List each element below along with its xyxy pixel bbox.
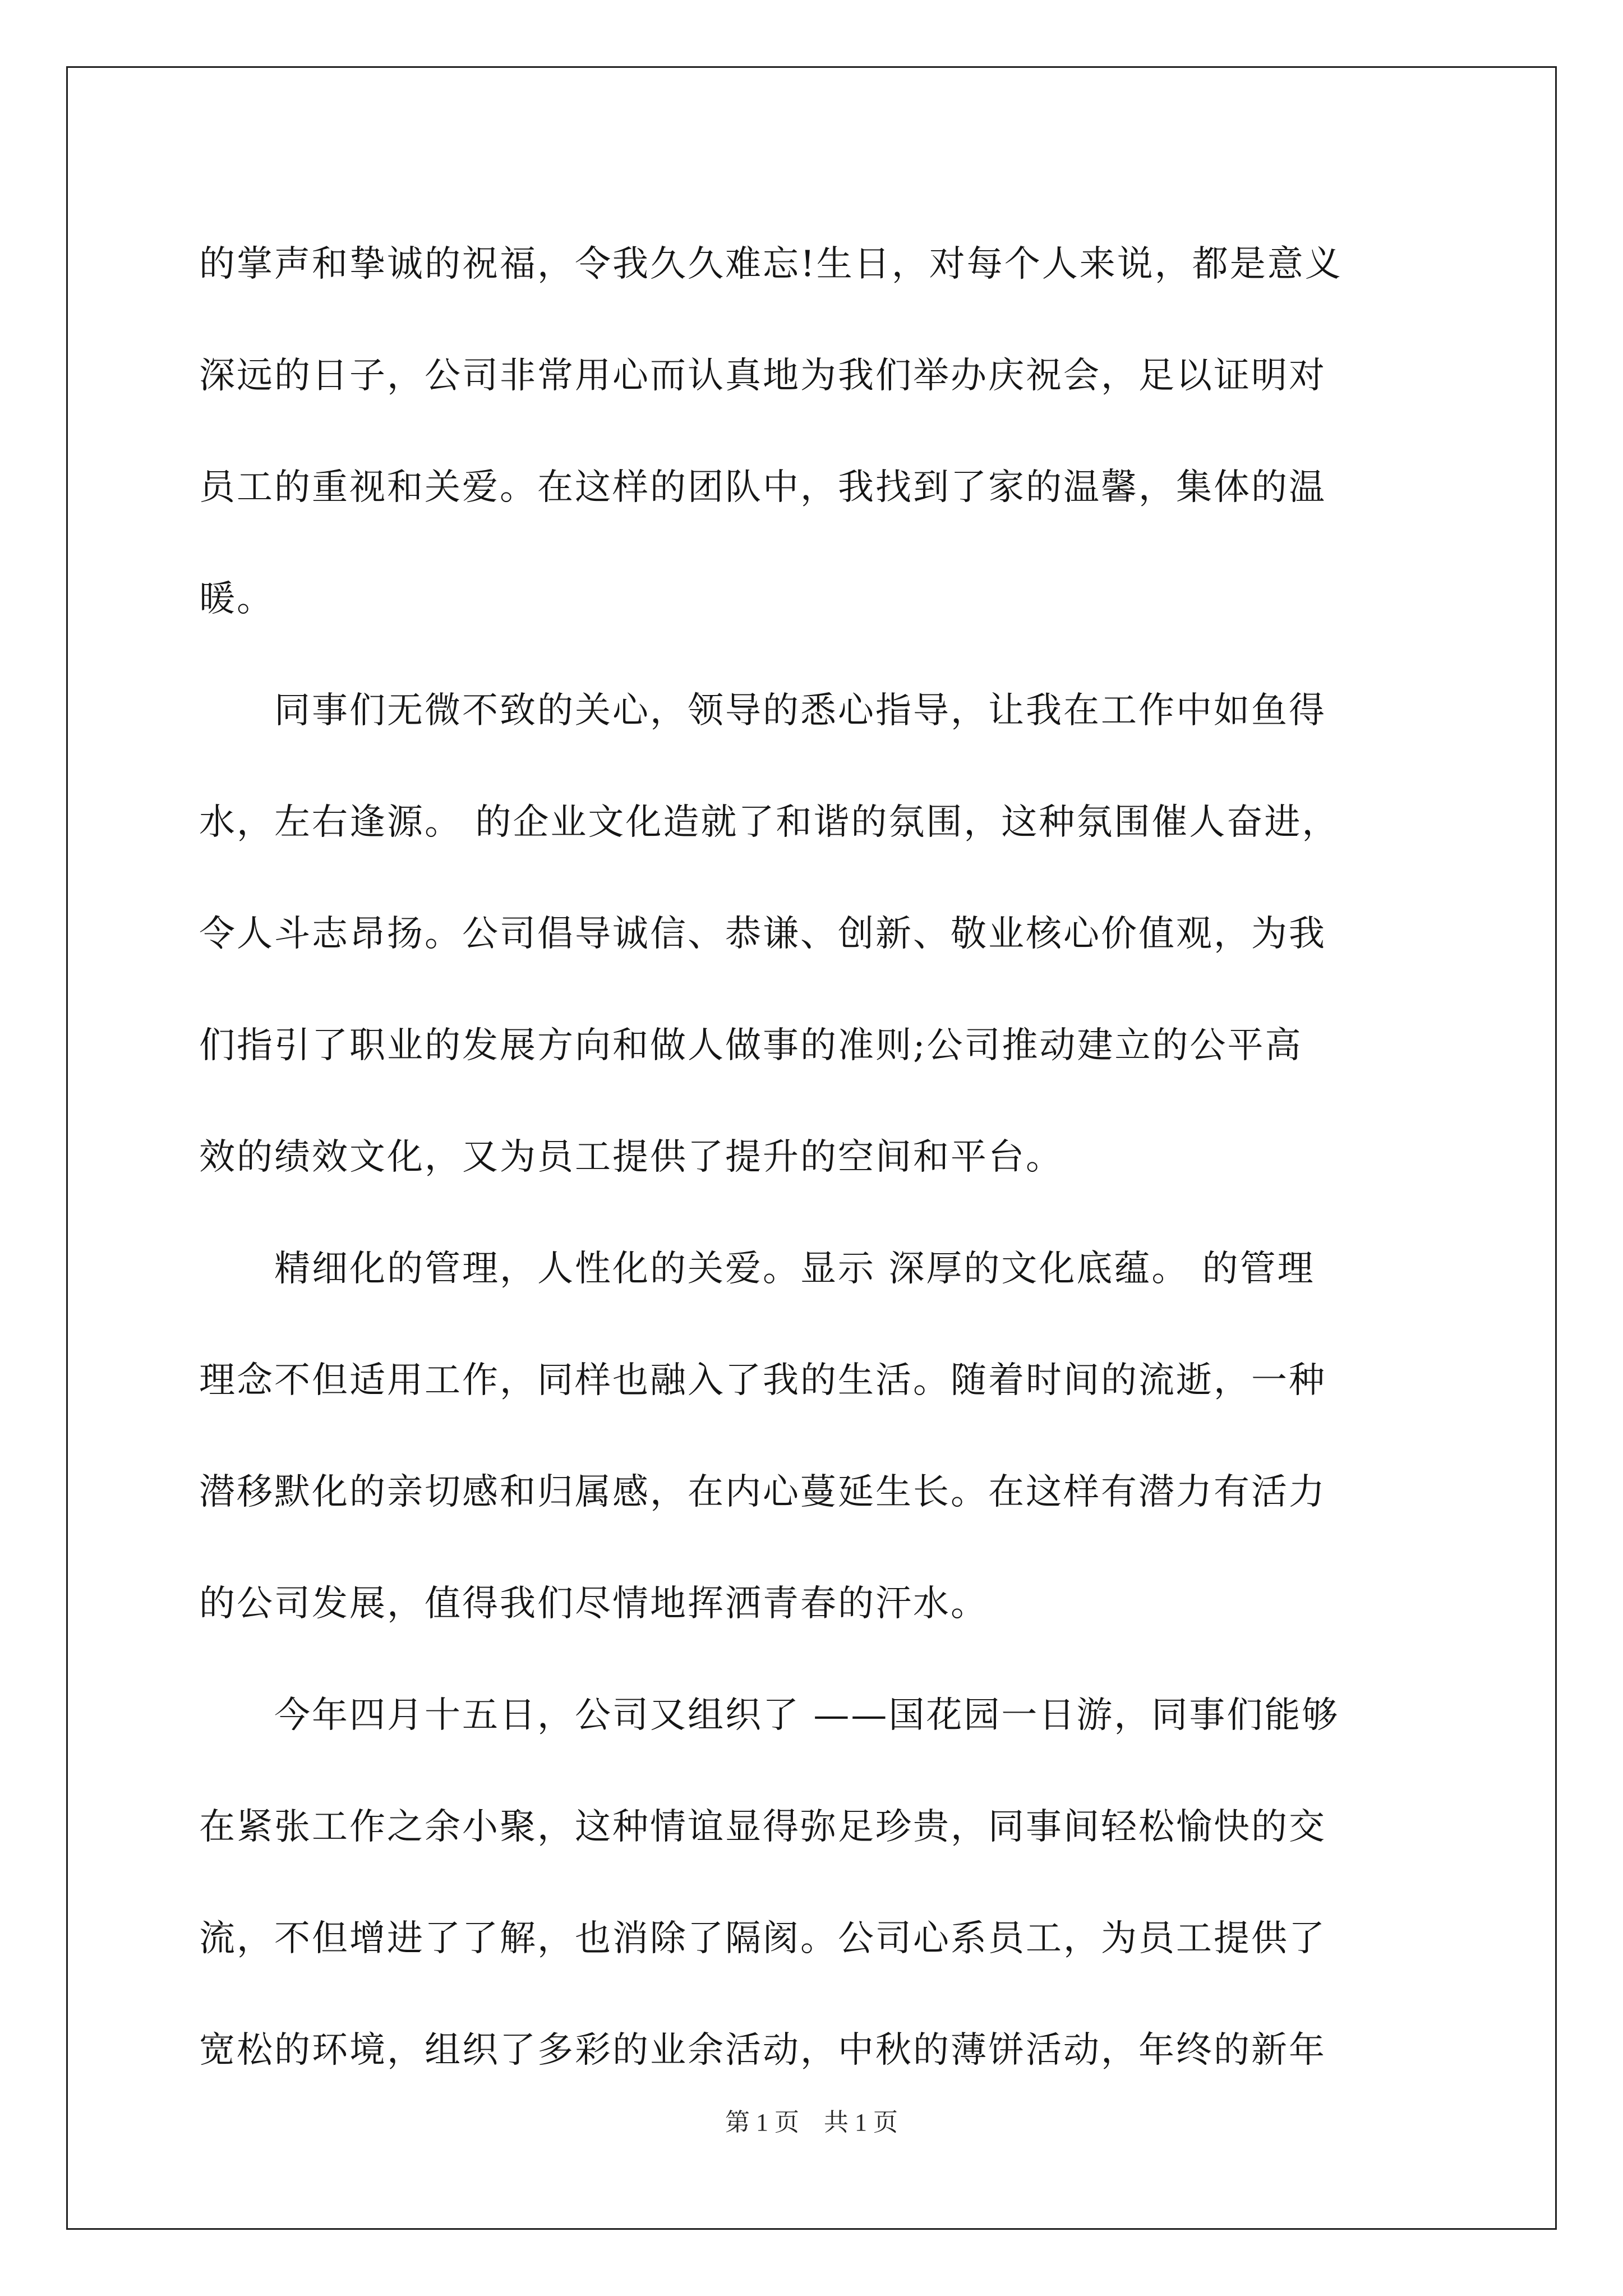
text-line: 的公司发展，值得我们尽情地挥洒青春的汗水。 — [199, 1583, 988, 1625]
text-line: 同事们无微不致的关心，领导的悉心指导，让我在工作中如鱼得 — [199, 690, 1326, 731]
text-line: 令人斗志昂扬。公司倡导诚信、恭谦、创新、敬业核心价值观，为我 — [199, 913, 1326, 955]
document-body — [199, 209, 1433, 2106]
text-line: 的掌声和挚诚的祝福，令我久久难忘!生日，对每个人来说，都是意义 — [199, 243, 1343, 285]
text-line: 效的绩效文化，又为员工提供了提升的空间和平台。 — [199, 1137, 1063, 1178]
text-line: 精细化的管理，人性化的关爱。显示 深厚的文化底蕴。 的管理 — [199, 1248, 1315, 1290]
text-line: 理念不但适用工作，同样也融入了我的生活。随着时间的流逝，一种 — [199, 1360, 1326, 1401]
text-line: 深远的日子，公司非常用心而认真地为我们举办庆祝会，足以证明对 — [199, 355, 1326, 397]
text-line: 宽松的环境，组织了多彩的业余活动，中秋的薄饼活动，年终的新年 — [199, 2030, 1326, 2071]
text-line: 员工的重视和关爱。在这样的团队中，我找到了家的温馨，集体的温 — [199, 467, 1326, 508]
text-line: 流，不但增进了了解，也消除了隔阂。公司心系员工，为员工提供了 — [199, 1918, 1326, 1959]
text-line: 潜移默化的亲切感和归属感，在内心蔓延生长。在这样有潜力有活力 — [199, 1471, 1326, 1513]
text-line: 们指引了职业的发展方向和做人做事的准则;公司推动建立的公平高 — [199, 1025, 1303, 1066]
page-number-footer: 第 1 页 共 1 页 — [725, 2109, 898, 2136]
text-line: 水，左右逢源。 的企业文化造就了和谐的氛围，这种氛围催人奋进， — [199, 802, 1340, 843]
text-line: 今年四月十五日，公司又组织了 ——国花园一日游，同事们能够 — [199, 1695, 1340, 1736]
text-line: 暖。 — [199, 578, 274, 620]
text-line: 在紧张工作之余小聚，这种情谊显得弥足珍贵，同事间轻松愉快的交 — [199, 1806, 1326, 1848]
